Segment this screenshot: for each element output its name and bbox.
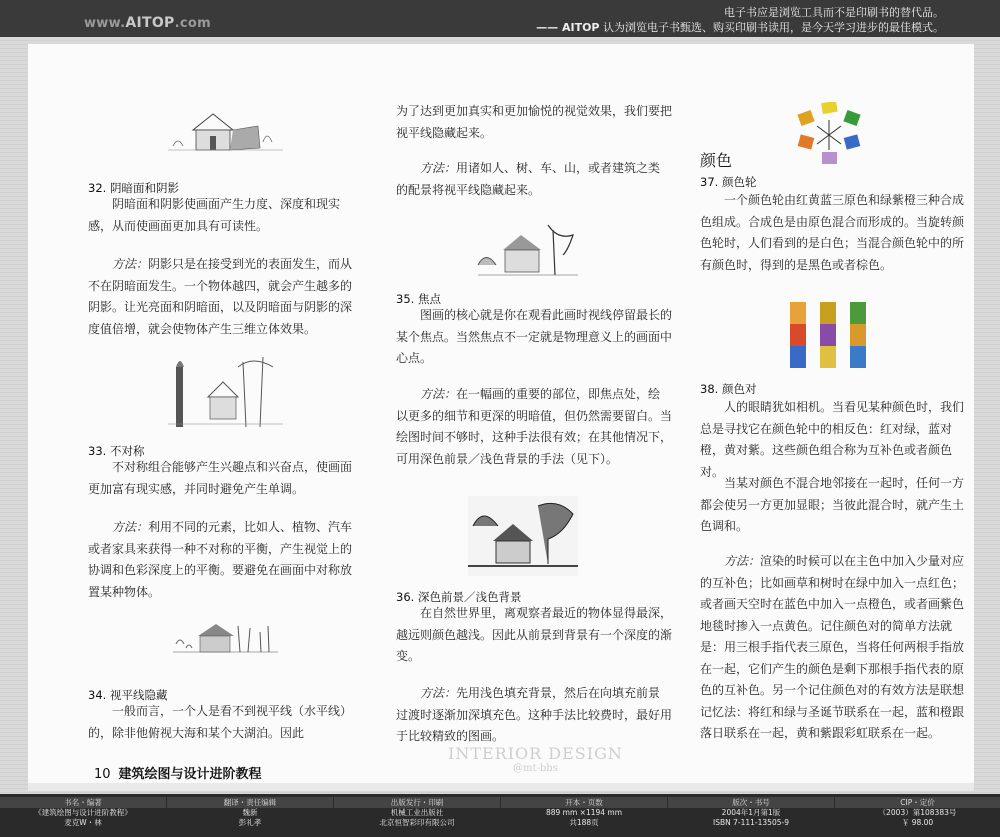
s35-text: 图画的核心就是你在观看此画时视线停留最长的某个焦点。当然焦点不一定就是物理意义上的画面中心点。 bbox=[396, 308, 673, 365]
info-cip-price: CIP・定价 （2003）第108383号 ￥ 98.00 bbox=[835, 794, 1000, 828]
swatch bbox=[820, 346, 836, 368]
brand-logo[interactable]: www.AITOP.com bbox=[84, 15, 211, 31]
sketch-house-2 bbox=[168, 352, 283, 432]
info-format-pages: 开本・页数 889 mm ×1194 mm 共188页 bbox=[501, 794, 667, 828]
s32-text: 阴暗面和阴影使画面产生力度、深度和现实感，从而使画面更加具有可读性。 bbox=[88, 197, 341, 233]
color-wheel-illustration bbox=[793, 102, 868, 167]
s32-method-text: 方法：阴影只是在接受到光的表面发生，而从不在阴暗面发生。一个物体越四，就会产生越多的阴影。让光亮面和阴暗面，以及阴暗面与阴影的深度值倍增，就会使物体产生三维立体效果。 bbox=[88, 257, 353, 336]
s32-title: 32. 阴暗面和阴影 bbox=[88, 181, 179, 195]
book-page bbox=[28, 44, 974, 791]
continued-text: 为了达到更加真实和更加愉悦的视觉效果，我们要把视平线隐藏起来。 bbox=[396, 104, 673, 140]
tagline-1: 电子书应是浏览工具而不是印刷书的替代品。 bbox=[724, 6, 944, 19]
continued-method-text: 方法：用诸如人、树、车、山，或者建筑之类的配景将视平线隐藏起来。 bbox=[396, 161, 661, 197]
s36-title: 36. 深色前景／浅色背景 bbox=[396, 590, 522, 604]
s38-text-2: 当某对颜色不混合地邻接在一起时，任何一方都会使另一方更加显眼；当彼此混合时，就产生土色调和。 bbox=[700, 476, 965, 533]
swatch bbox=[790, 302, 806, 324]
info-edition-isbn: 版次・书号 2004年1月第1版 ISBN 7-111-13505-9 bbox=[668, 794, 834, 828]
swatch bbox=[820, 324, 836, 346]
s33-text: 不对称组合能够产生兴趣点和兴奋点，使画面更加富有现实感，并同时避免产生单调。 bbox=[88, 460, 353, 496]
s38-method-text: 方法：渲染的时候可以在主色中加入少量对应的互补色；比如画草和树时在绿中加入一点红色；或者画天空时在蓝色中加入一点橙色，或者画紫色地毯时掺入一点黄色。记住颜色对的简单方法就是：用三根手指代表三原色，当将任何两根手指放在一起，它们产生的颜色是剩下那根手指代表的原色的互补色。另一个记住颜色对的有效方法是联想记忆法：将红和绿与圣诞节联系在一起，蓝和橙跟落日联系在一起，黄和紫跟彩虹联系在一起。 bbox=[700, 554, 965, 740]
book-title: 建筑绘图与设计进阶教程 bbox=[118, 767, 262, 782]
info-title-author: 书名・编著 《建筑绘图与设计进阶教程》 麦克W・林 bbox=[0, 794, 166, 828]
wheel-swatch bbox=[844, 134, 861, 149]
sketch-house-1 bbox=[158, 102, 288, 154]
wheel-swatch bbox=[821, 102, 838, 114]
s33-method-text: 方法：利用不同的元素，比如人、植物、汽车或者家具来获得一种不对称的平衡，产生视觉上的协调和色彩深度上的平衡。要避免在画面中对称放置某种物体。 bbox=[88, 520, 353, 599]
s33-title: 33. 不对称 bbox=[88, 444, 145, 458]
tagline-2: —— AITOP 认为浏览电子书甄选、购买印刷书读用，是今天学习进步的最佳模式。 bbox=[536, 21, 944, 34]
s37-title: 37. 颜色轮 bbox=[700, 175, 757, 189]
s34-text: 一般而言，一个人是看不到视平线（水平线）的，除非他俯视大海和某个大湖泊。因此 bbox=[88, 704, 353, 740]
s37-text: 一个颜色轮由红黄蓝三原色和绿紫橙三种合成色组成。合成色是由原色混合而形成的。当旋转颜色轮时，人们看到的是白色；当混合颜色轮中的所有颜色时，得到的是黑色或者棕色。 bbox=[700, 193, 965, 272]
page-footer bbox=[94, 763, 262, 782]
top-banner bbox=[0, 0, 1000, 37]
info-publisher-printer: 出版发行・印刷 机械工业出版社 北京恒智彩印有限公司 bbox=[334, 794, 500, 828]
s38-text: 人的眼睛犹如相机。当看见某种颜色时，我们总是寻找它在颜色轮中的相反色：红对绿，蓝对橙，黄对紫。这些颜色组合称为互补色或者颜色对。 bbox=[700, 400, 965, 479]
swatch bbox=[820, 302, 836, 324]
publication-info-bar bbox=[0, 794, 1000, 837]
s36-method-text: 方法：先用浅色填充背景，然后在向填充前景过渡时逐渐加深填充色。这种手法比较费时，最好用于比较精致的图画。 bbox=[396, 686, 673, 743]
wheel-swatch bbox=[797, 110, 814, 126]
s34-title: 34. 视平线隐藏 bbox=[88, 688, 168, 702]
wheel-swatch bbox=[822, 152, 837, 164]
swatch bbox=[850, 346, 866, 368]
page-number: 10 bbox=[94, 767, 111, 782]
wheel-swatch bbox=[798, 134, 815, 149]
s38-title: 38. 颜色对 bbox=[700, 382, 757, 396]
sketch-house-5 bbox=[468, 496, 578, 576]
sketch-house-4 bbox=[473, 220, 583, 285]
s35-method-text: 方法：在一幅画的重要的部位，即焦点处，绘以更多的细节和更深的明暗值，但仍然需要留白。当绘图时间不够时，这种手法很有效；在其他情况下，可用深色前景／浅色背景的手法（见下）。 bbox=[396, 387, 673, 466]
swatch bbox=[790, 324, 806, 346]
color-swatch-strips bbox=[790, 302, 870, 368]
swatch bbox=[850, 302, 866, 324]
swatch bbox=[790, 346, 806, 368]
s36-text: 在自然世界里，离观察者最近的物体显得最深，越远则颜色越浅。因此从前景到背景有一个深度的渐变。 bbox=[396, 606, 673, 663]
wheel-swatch bbox=[843, 110, 860, 126]
sketch-house-3 bbox=[168, 614, 283, 664]
info-translator-editor: 翻译・责任编辑 魏新 彭礼孝 bbox=[167, 794, 333, 828]
color-section-title: 颜色 bbox=[700, 151, 733, 170]
s35-title: 35. 焦点 bbox=[396, 292, 441, 306]
swatch bbox=[850, 324, 866, 346]
watermark: INTERIOR DESIGN @mt-bbs bbox=[448, 744, 623, 774]
